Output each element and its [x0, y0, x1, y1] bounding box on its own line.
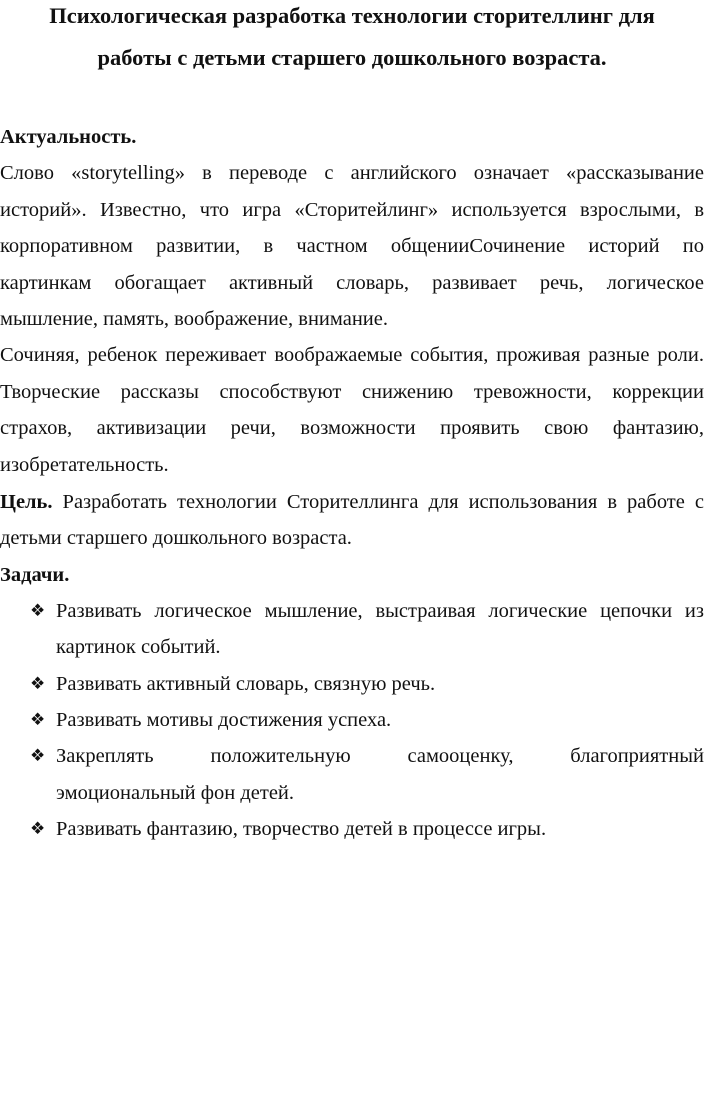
goal-line-1: [0, 489, 704, 515]
document-title-line-1: Психологическая разработка технологии сторителлинг для: [49, 3, 655, 28]
relevance-paragraph-1-line-3: корпоративном развитии, в частном общенииСочинение историй по: [0, 235, 704, 257]
task-item-2-line-1: Развивать активный словарь, связную речь.: [56, 673, 436, 695]
goal-line-2: детьми старшего дошкольного возраста.: [0, 527, 352, 549]
goal-text-1: Разработать технологии Сторителлинга для использования в работе с: [52, 491, 704, 513]
relevance-paragraph-2-line-3: страхов, активизации речи, возможности проявить свою фантазию,: [0, 417, 704, 439]
diamond-bullet-icon: ❖: [30, 710, 46, 729]
task-item-1-line-2: картинок событий.: [56, 636, 221, 658]
task-item-4-line-2: эмоциональный фон детей.: [56, 782, 295, 804]
task-item-1-line-1: Развивать логическое мышление, выстраивая логические цепочки из: [56, 600, 704, 622]
relevance-paragraph-2-line-4: изобретательность.: [0, 454, 169, 476]
relevance-paragraph-1-line-4: картинкам обогащает активный словарь, развивает речь, логическое: [0, 272, 704, 294]
task-item-5-line-1: Развивать фантазию, творчество детей в процессе игры.: [56, 818, 547, 840]
diamond-bullet-icon: ❖: [30, 746, 46, 765]
relevance-paragraph-2-line-2: Творческие рассказы способствуют снижению тревожности, коррекции: [0, 381, 704, 403]
diamond-bullet-icon: ❖: [30, 674, 46, 693]
task-item-4-line-1: Закреплять положительную самооценку, благоприятный: [56, 745, 704, 767]
relevance-paragraph-1-line-5: мышление, память, воображение, внимание.: [0, 308, 388, 330]
relevance-heading: Актуальность.: [0, 126, 137, 148]
document-title-line-2: работы с детьми старшего дошкольного возраста.: [97, 45, 607, 70]
diamond-bullet-icon: ❖: [30, 601, 46, 620]
task-item-3-line-1: Развивать мотивы достижения успеха.: [56, 709, 392, 731]
relevance-paragraph-1-line-2: историй». Известно, что игра «Сторитейлинг» используется взрослыми, в: [0, 199, 704, 221]
tasks-heading: Задачи.: [0, 564, 70, 586]
relevance-paragraph-2-line-1: Сочиняя, ребенок переживает воображаемые события, проживая разные роли.: [0, 344, 704, 366]
goal-label: Цель.: [0, 491, 53, 513]
relevance-paragraph-1-line-1: Слово «storytelling» в переводе с английского означает «рассказывание: [0, 162, 704, 184]
diamond-bullet-icon: ❖: [30, 819, 46, 838]
